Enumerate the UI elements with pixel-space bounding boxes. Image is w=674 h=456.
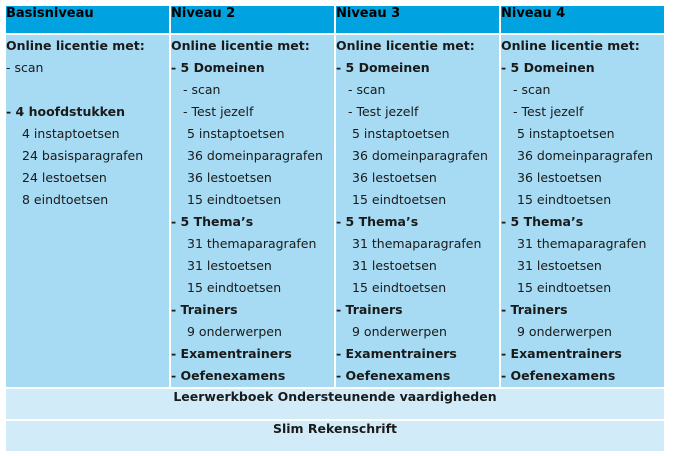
list-item: 9 onderwerpen xyxy=(187,324,282,339)
spacer-line xyxy=(6,79,169,101)
list-item: - Oefenexamens xyxy=(171,368,286,383)
header-niveau-3: Niveau 3 xyxy=(335,5,500,34)
list-item: - Examentrainers xyxy=(171,346,292,361)
list-item: 5 instaptoetsen xyxy=(517,126,615,141)
list-item: 31 lestoetsen xyxy=(352,258,437,273)
list-item: - Oefenexamens xyxy=(336,368,451,383)
list-item: 36 domeinparagrafen xyxy=(187,148,323,163)
list-item: - Trainers xyxy=(171,302,238,317)
header-row xyxy=(5,5,665,34)
footer-slim-rekenschrift: Slim Rekenschrift xyxy=(5,420,665,452)
list-item: 31 themaparagrafen xyxy=(517,236,647,251)
list-item: Online licentie met: xyxy=(6,38,145,53)
list-item: 15 eindtoetsen xyxy=(352,192,447,207)
list-item: 9 onderwerpen xyxy=(352,324,447,339)
list-item: - 5 Domeinen xyxy=(171,60,265,75)
content-row xyxy=(5,34,665,388)
list-item: - scan xyxy=(348,82,386,97)
list-item: 36 lestoetsen xyxy=(517,170,602,185)
list-item: 15 eindtoetsen xyxy=(517,280,612,295)
list-item: 36 domeinparagrafen xyxy=(517,148,653,163)
column-niveau-4 xyxy=(500,34,665,388)
list-item: - 5 Thema’s xyxy=(171,214,254,229)
list-item: - scan xyxy=(513,82,551,97)
list-item: Online licentie met: xyxy=(336,38,475,53)
list-item: 24 basisparagrafen xyxy=(22,148,144,163)
list-item: 8 eindtoetsen xyxy=(22,192,109,207)
list-item: 15 eindtoetsen xyxy=(187,192,282,207)
list-item: 36 lestoetsen xyxy=(352,170,437,185)
list-item: 31 lestoetsen xyxy=(187,258,272,273)
footer-row-leerwerkboek xyxy=(5,388,665,420)
list-item: Online licentie met: xyxy=(171,38,310,53)
list-item: 15 eindtoetsen xyxy=(352,280,447,295)
footer-row-rekenschrift xyxy=(5,420,665,452)
list-item: - Trainers xyxy=(336,302,403,317)
list-item: 15 eindtoetsen xyxy=(187,280,282,295)
list-item: 36 domeinparagrafen xyxy=(352,148,488,163)
list-item: 36 lestoetsen xyxy=(187,170,272,185)
list-item: - Test jezelf xyxy=(348,104,419,119)
list-item: - 5 Thema’s xyxy=(336,214,419,229)
product-comparison-table xyxy=(4,4,666,453)
list-item: - Examentrainers xyxy=(336,346,457,361)
column-niveau-3 xyxy=(335,34,500,388)
header-niveau-2: Niveau 2 xyxy=(170,5,335,34)
list-item: 31 lestoetsen xyxy=(517,258,602,273)
list-item: 5 instaptoetsen xyxy=(187,126,285,141)
column-niveau-2 xyxy=(170,34,335,388)
footer-leerwerkboek: Leerwerkboek Ondersteunende vaardigheden xyxy=(5,388,665,420)
list-item: 4 instaptoetsen xyxy=(22,126,120,141)
list-item: 9 onderwerpen xyxy=(517,324,612,339)
list-item: - Trainers xyxy=(501,302,568,317)
list-item: 31 themaparagrafen xyxy=(187,236,317,251)
header-basisniveau: Basisniveau xyxy=(5,5,170,34)
list-item: 15 eindtoetsen xyxy=(517,192,612,207)
list-item: - scan xyxy=(183,82,221,97)
column-basisniveau xyxy=(5,34,170,388)
list-item: - 5 Thema’s xyxy=(501,214,584,229)
list-item: - Oefenexamens xyxy=(501,368,616,383)
header-niveau-4: Niveau 4 xyxy=(500,5,665,34)
list-item: 24 lestoetsen xyxy=(22,170,107,185)
product-comparison-table-wrapper xyxy=(4,4,666,453)
list-item: 5 instaptoetsen xyxy=(352,126,450,141)
list-item: - 4 hoofdstukken xyxy=(6,104,126,119)
list-item: - scan xyxy=(6,60,44,75)
list-item: - Test jezelf xyxy=(183,104,254,119)
list-item: 31 themaparagrafen xyxy=(352,236,482,251)
list-item: Online licentie met: xyxy=(501,38,640,53)
list-item: - 5 Domeinen xyxy=(336,60,430,75)
list-item: - 5 Domeinen xyxy=(501,60,595,75)
list-item: - Examentrainers xyxy=(501,346,622,361)
list-item: - Test jezelf xyxy=(513,104,584,119)
